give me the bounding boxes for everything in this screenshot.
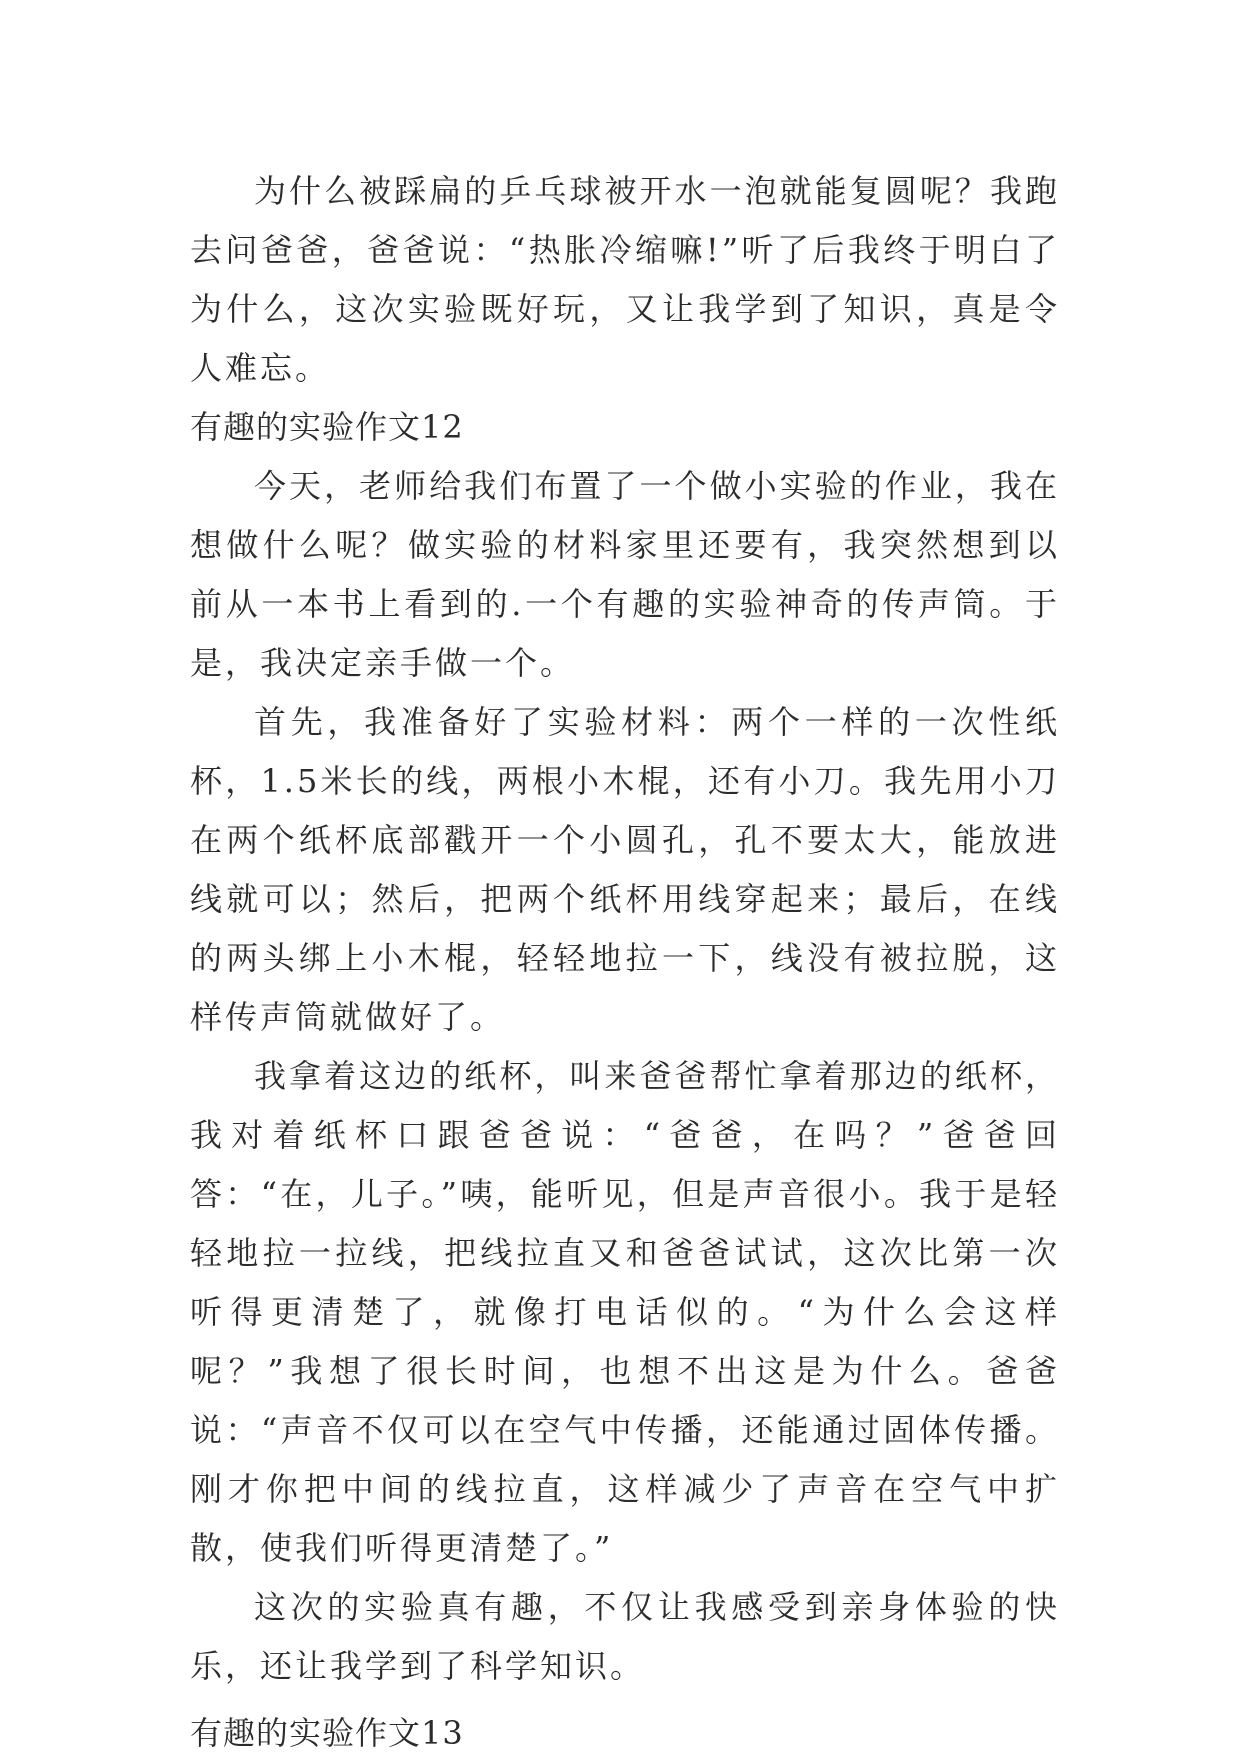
paragraph-experiment: 我拿着这边的纸杯，叫来爸爸帮忙拿着那边的纸杯，我对着纸杯口跟爸爸说：“爸爸，在吗？”爸爸回答：“在，儿子。”咦，能听见，但是声音很小。我于是轻轻地拉一拉线，把线拉直又和爸爸试试，这次比第一次听得更清楚了，就像打电话似的。“为什么会这样呢？”我想了很长时间，也想不出这是为什么。爸爸说：“声音不仅可以在空气中传播，还能通过固体传播。刚才你把中间的线拉直，这样减少了声音在空气中扩散，使我们听得更清楚了。” bbox=[190, 1057, 1060, 1567]
paragraph-intro: 今天，老师给我们布置了一个做小实验的作业，我在想做什么呢？做实验的材料家里还要有，我突然想到以前从一本书上看到的.一个有趣的实验神奇的传声筒。于是，我决定亲手做一个。 bbox=[190, 467, 1060, 682]
essay-heading-13: 有趣的实验作文13 bbox=[190, 1714, 464, 1752]
paragraph-conclusion: 这次的实验真有趣，不仅让我感受到亲身体验的快乐，还让我学到了科学知识。 bbox=[190, 1588, 1060, 1685]
paragraph-materials: 首先，我准备好了实验材料：两个一样的一次性纸杯，1.5米长的线，两根小木棍，还有小刀。我先用小刀在两个纸杯底部戳开一个小圆孔，孔不要太大，能放进线就可以；然后，把两个纸杯用线穿起来；最后，在线的两头绑上小木棍，轻轻地拉一下，线没有被拉脱，这样传声筒就做好了。 bbox=[190, 703, 1060, 1036]
essay-heading-12: 有趣的实验作文12 bbox=[190, 408, 464, 446]
paragraph-ping-pong: 为什么被踩扁的乒乓球被开水一泡就能复圆呢？我跑去问爸爸，爸爸说：“热胀冷缩嘛!”听了后我终于明白了为什么，这次实验既好玩，又让我学到了知识，真是令人难忘。 bbox=[190, 172, 1060, 387]
document-body bbox=[190, 162, 1060, 1763]
